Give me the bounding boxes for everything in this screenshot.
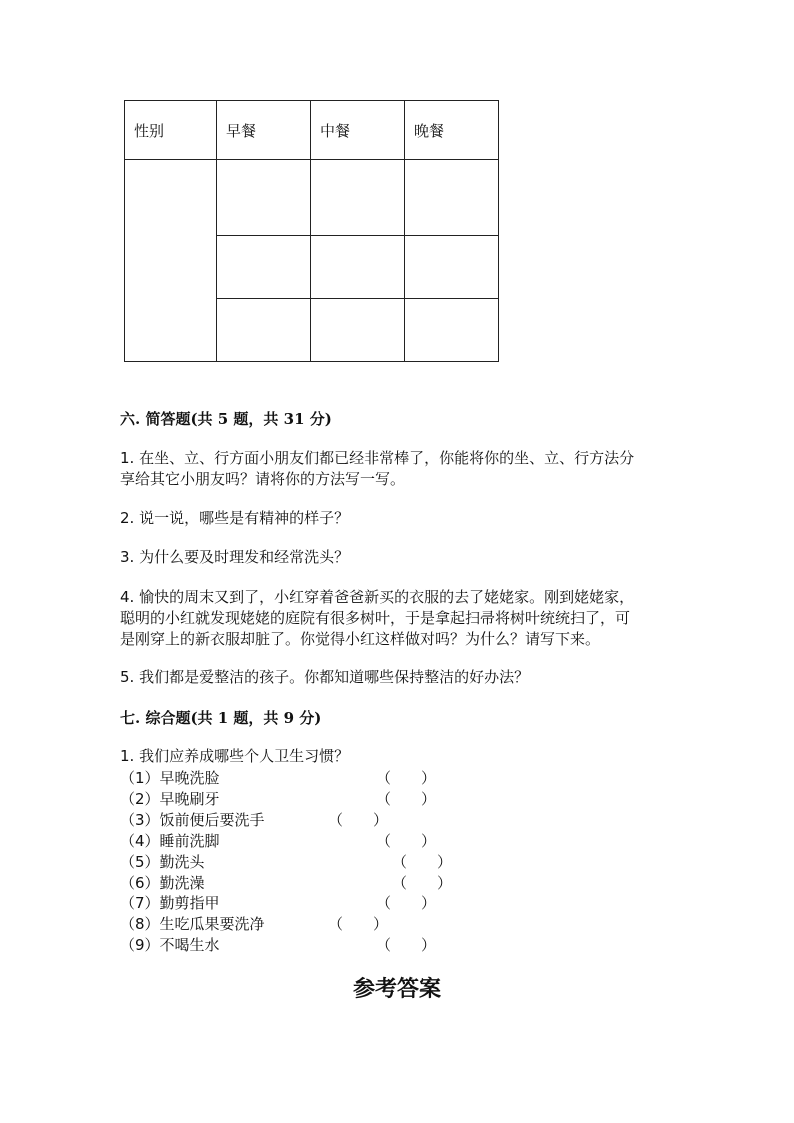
section6-title: 六. 简答题(共 5 题，共 31 分) bbox=[120, 410, 332, 428]
habit-item-4: （4）睡前洗脚 bbox=[120, 832, 220, 850]
table-cell bbox=[405, 236, 499, 299]
habit-answer-blank-3[interactable]: （ ） bbox=[328, 811, 389, 829]
meal-table bbox=[124, 100, 499, 362]
table-cell bbox=[217, 299, 311, 362]
table-cell-gender bbox=[125, 160, 217, 362]
section7-title: 七. 综合题(共 1 题，共 9 分) bbox=[120, 709, 322, 727]
habit-answer-blank-4[interactable]: （ ） bbox=[376, 832, 437, 850]
table-cell bbox=[311, 236, 405, 299]
habit-answer-blank-8[interactable]: （ ） bbox=[328, 915, 389, 933]
question-6-1-line-2: 享给其它小朋友吗？请将你的方法写一写。 bbox=[120, 470, 406, 488]
habit-answer-blank-9[interactable]: （ ） bbox=[376, 936, 437, 954]
question-7-1: 1. 我们应养成哪些个人卫生习惯？ bbox=[120, 747, 350, 765]
habit-item-1: （1）早晚洗脸 bbox=[120, 769, 220, 787]
habit-answer-blank-6[interactable]: （ ） bbox=[392, 874, 453, 892]
table-cell bbox=[217, 236, 311, 299]
header-dinner: 晚餐 bbox=[405, 101, 499, 160]
header-lunch: 中餐 bbox=[311, 101, 405, 160]
table-cell bbox=[311, 160, 405, 236]
habit-item-5: （5）勤洗头 bbox=[120, 853, 205, 871]
table-cell bbox=[405, 299, 499, 362]
table-cell bbox=[405, 160, 499, 236]
header-gender: 性别 bbox=[125, 101, 217, 160]
header-breakfast: 早餐 bbox=[217, 101, 311, 160]
habit-item-7: （7）勤剪指甲 bbox=[120, 894, 220, 912]
habit-answer-blank-2[interactable]: （ ） bbox=[376, 790, 437, 808]
habit-answer-blank-1[interactable]: （ ） bbox=[376, 769, 437, 787]
question-6-4-line-3: 是刚穿上的新衣服却脏了。你觉得小红这样做对吗？为什么？请写下来。 bbox=[120, 630, 601, 648]
habit-item-6: （6）勤洗澡 bbox=[120, 874, 205, 892]
question-6-1-line-1: 1. 在坐、立、行方面小朋友们都已经非常棒了，你能将你的坐、立、行方法分 bbox=[120, 449, 635, 467]
question-6-5: 5. 我们都是爱整洁的孩子。你都知道哪些保持整洁的好办法？ bbox=[120, 668, 530, 686]
question-6-4-line-1: 4. 愉快的周末又到了，小红穿着爸爸新买的衣服的去了姥姥家。刚到姥姥家， bbox=[120, 588, 635, 606]
habit-answer-blank-5[interactable]: （ ） bbox=[392, 853, 453, 871]
habit-answer-blank-7[interactable]: （ ） bbox=[376, 894, 437, 912]
table-header-row bbox=[125, 101, 499, 160]
table-cell bbox=[311, 299, 405, 362]
habit-item-8: （8）生吃瓜果要洗净 bbox=[120, 915, 265, 933]
question-6-4-line-2: 聪明的小红就发现姥姥的庭院有很多树叶，于是拿起扫帚将树叶统统扫了，可 bbox=[120, 609, 631, 627]
habit-item-3: （3）饭前便后要洗手 bbox=[120, 811, 265, 829]
habit-item-2: （2）早晚刷牙 bbox=[120, 790, 220, 808]
answer-section-title: 参考答案 bbox=[352, 976, 441, 1002]
question-6-2: 2. 说一说，哪些是有精神的样子？ bbox=[120, 509, 350, 527]
table-row bbox=[125, 160, 499, 236]
table-cell bbox=[217, 160, 311, 236]
habit-item-9: （9）不喝生水 bbox=[120, 936, 220, 954]
question-6-3: 3. 为什么要及时理发和经常洗头？ bbox=[120, 548, 350, 566]
